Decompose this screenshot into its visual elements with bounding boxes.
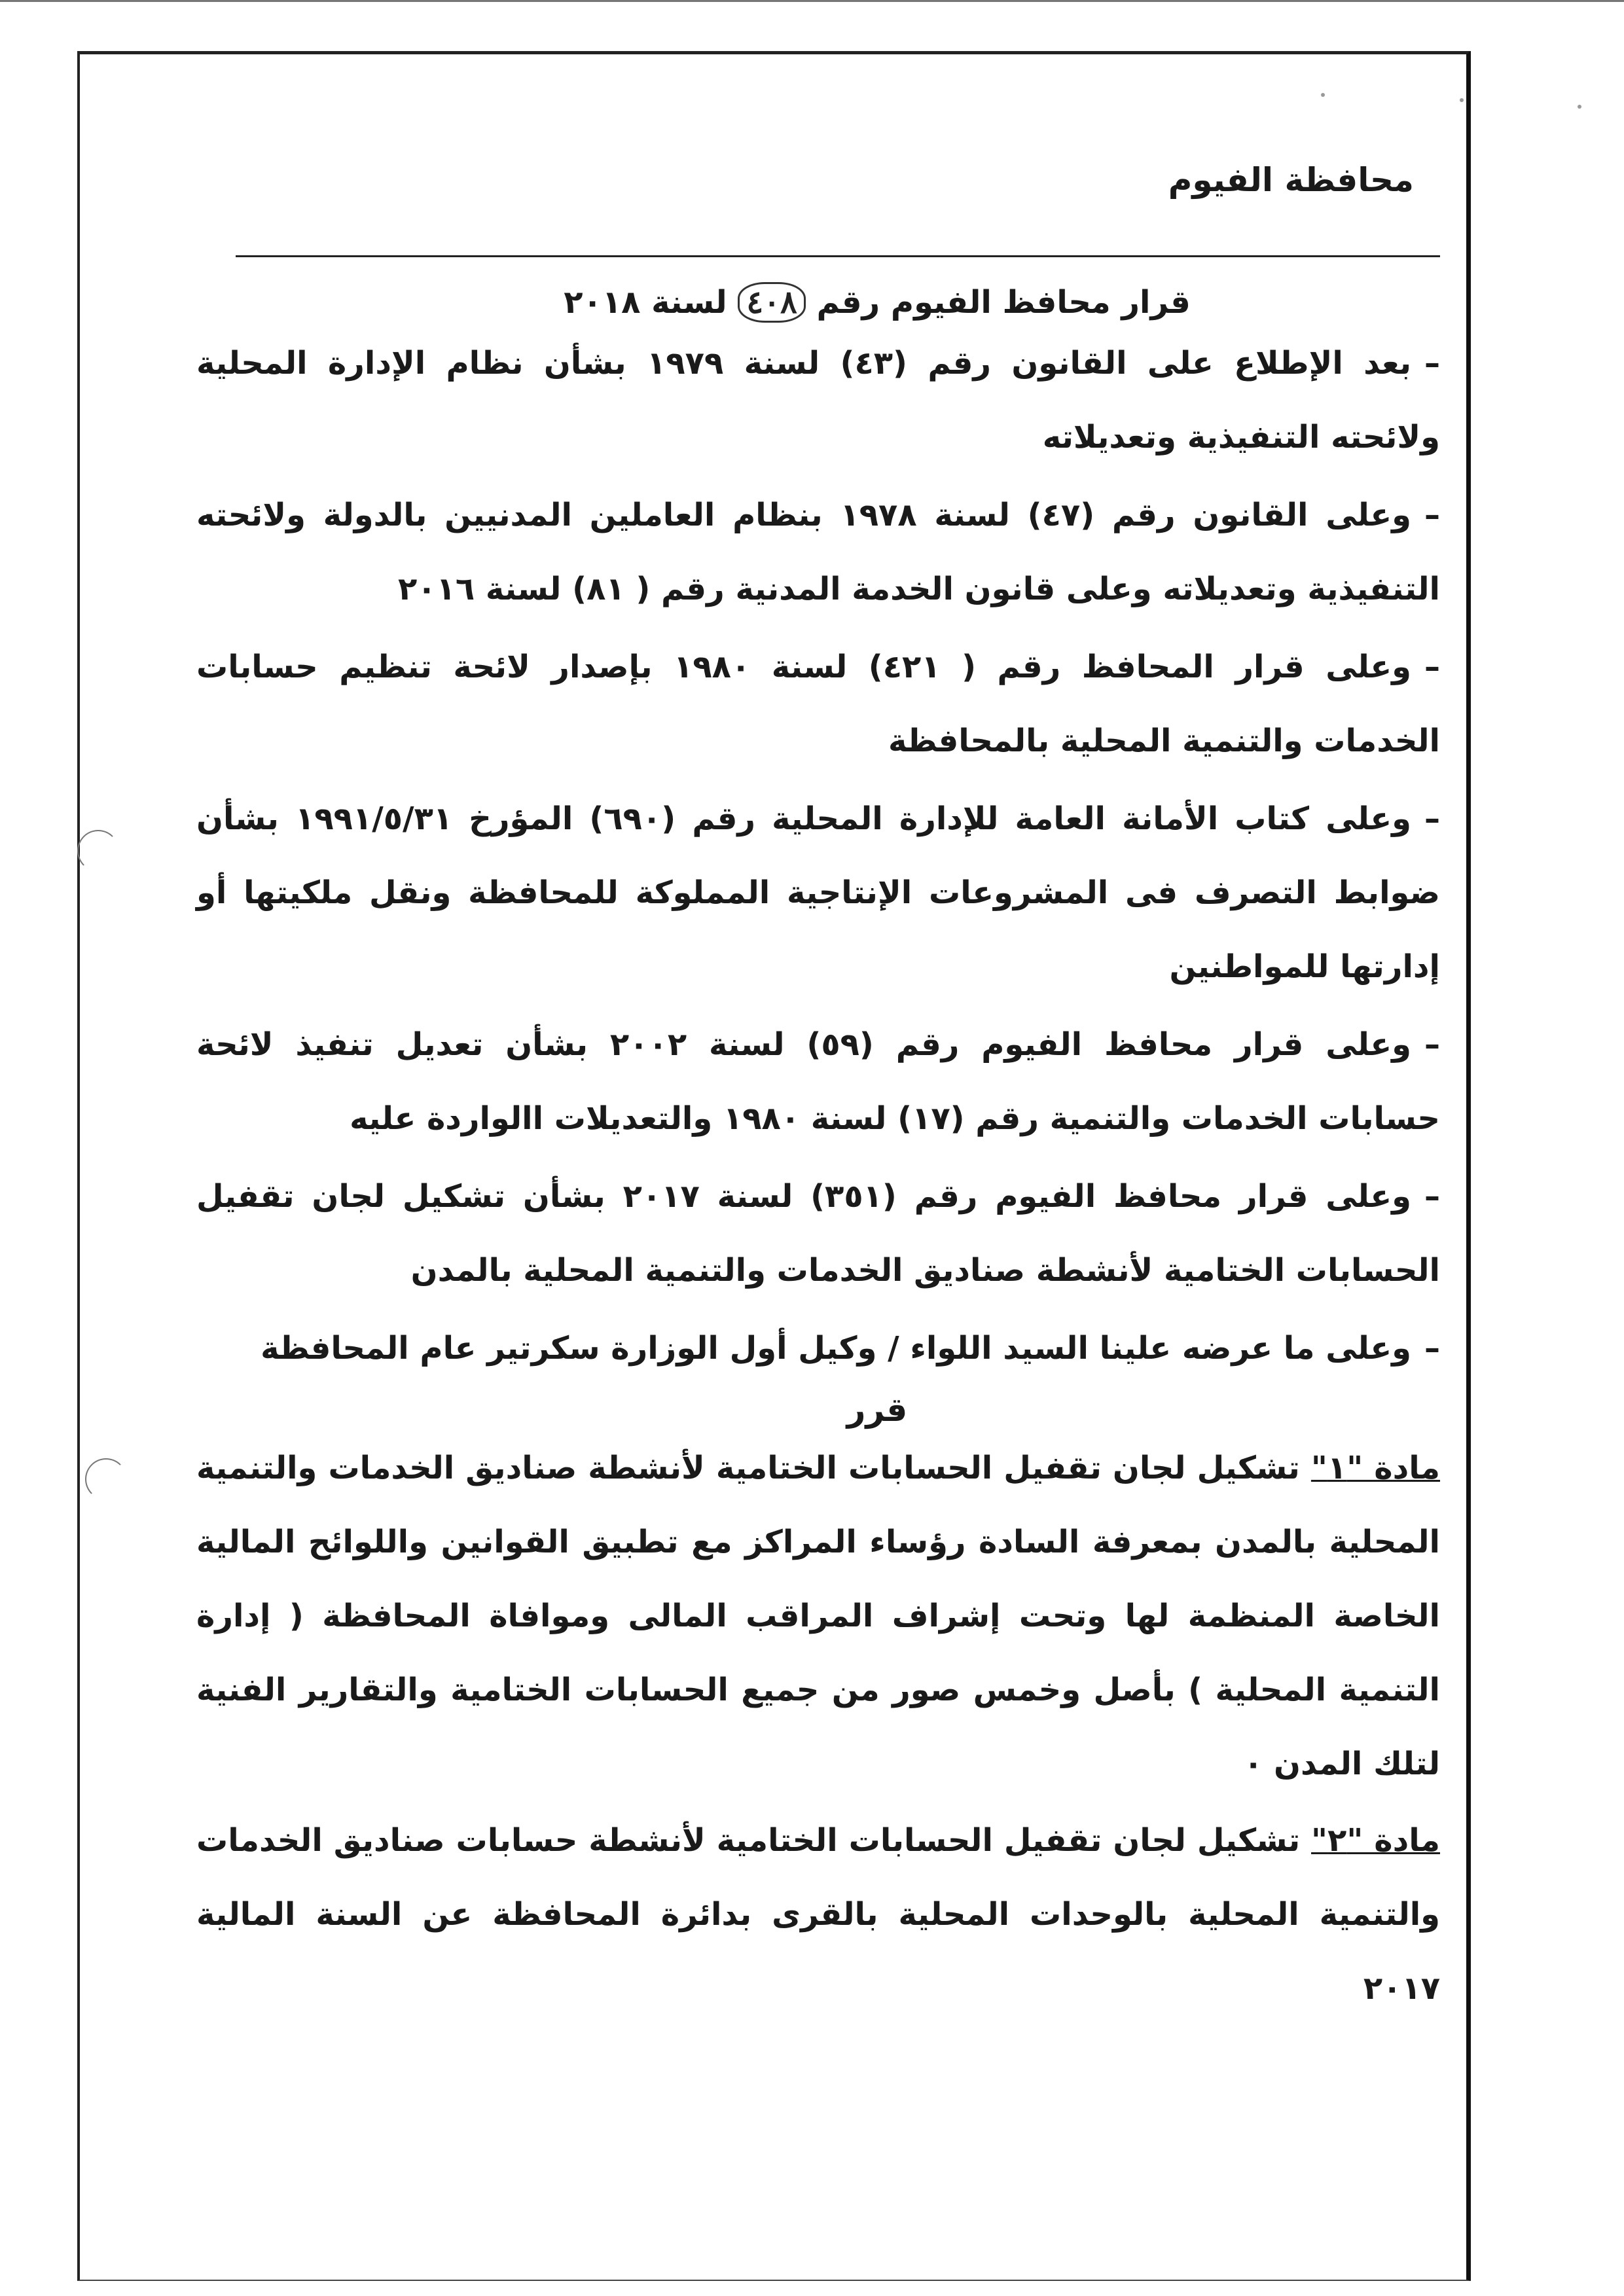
article-1 bbox=[196, 1431, 1440, 1801]
preamble-item: –وعلى ما عرضه علينا السيد اللواء / وكيل أول الوزارة سكرتير عام المحافظة bbox=[261, 1330, 1440, 1367]
preamble-item: –وعلى قرار المحافظ رقم ( ٤٢١) لسنة ١٩٨٠ بإصدار لائحة تنظيم حسابات الخدمات والتنمية المحلية بالمحافظة bbox=[196, 649, 1440, 759]
document-body bbox=[196, 151, 1440, 2026]
title-suffix: لسنة ٢٠١٨ bbox=[564, 284, 727, 321]
article-1-text: تشكيل لجان تقفيل الحسابات الختامية لأنشطة صناديق الخدمات والتنمية المحلية بالمدن بمعرفة السادة رؤساء المراكز مع تطبيق القوانين واللوائح المالية الخاصة المنظمة لها وتحت إشراف المراقب المالى وموافاة المحافظة ( إدارة التنمية المحلية ) بأصل وخمس صور من جميع الحسابات الختامية والتقارير الفنية لتلك المدن ٠ bbox=[196, 1450, 1440, 1782]
scan-speck bbox=[1460, 98, 1464, 102]
preamble-item: –وعلى كتاب الأمانة العامة للإدارة المحلية رقم (٦٩٠) المؤرخ ١٩٩١/٥/٣١ بشأن ضوابط التصرف فى المشروعات الإنتاجية المملوكة للمحافظة ونقل ملكيتها أو إدارتها للمواطنين bbox=[196, 800, 1440, 985]
title-prefix: قرار محافظ الفيوم رقم bbox=[816, 284, 1191, 321]
decree-heading: قرر bbox=[846, 1391, 908, 1429]
article-2 bbox=[196, 1804, 1440, 2026]
article-2-label: مادة "٢" bbox=[1311, 1822, 1440, 1859]
decision-title bbox=[314, 282, 1440, 323]
header-rule bbox=[236, 255, 1440, 257]
preamble-item: –بعد الإطلاع على القانون رقم (٤٣) لسنة ١٩٧٩ بشأن نظام الإدارة المحلية ولائحته التنفيذية وتعديلاته bbox=[196, 345, 1441, 456]
scan-top-edge bbox=[0, 0, 1624, 2]
scan-speck bbox=[1578, 105, 1581, 109]
article-2-text: تشكيل لجان تقفيل الحسابات الختامية لأنشطة حسابات صناديق الخدمات والتنمية المحلية بالوحدات المحلية بالقرى بدائرة المحافظة عن السنة المالية ٢٠١٧ bbox=[196, 1822, 1440, 2007]
preamble-item: –وعلى قرار محافظ الفيوم رقم (٣٥١) لسنة ٢٠١٧ بشأن تشكيل لجان تقفيل الحسابات الختامية لأنشطة صناديق الخدمات والتنمية المحلية بالمدن bbox=[196, 1178, 1441, 1289]
preamble-item: –وعلى القانون رقم (٤٧) لسنة ١٩٧٨ بنظام العاملين المدنيين بالدولة ولائحته التنفيذية وتعديلاته وعلى قانون الخدمة المدنية رقم ( ٨١) لسنة ٢٠١٦ bbox=[196, 497, 1440, 607]
scan-speck bbox=[1321, 93, 1325, 97]
article-1-label: مادة "١" bbox=[1310, 1450, 1441, 1486]
governorate-header: محافظة الفيوم bbox=[1168, 161, 1414, 199]
preamble-item: –وعلى قرار محافظ الفيوم رقم (٥٩) لسنة ٢٠٠٢ بشأن تعديل تنفيذ لائحة حسابات الخدمات والتنمية رقم (١٧) لسنة ١٩٨٠ والتعديلات االواردة عليه bbox=[196, 1026, 1440, 1137]
decision-number: ٤٠٨ bbox=[738, 282, 805, 323]
punch-hole-top bbox=[77, 830, 119, 872]
punch-hole-bottom bbox=[85, 1458, 127, 1500]
